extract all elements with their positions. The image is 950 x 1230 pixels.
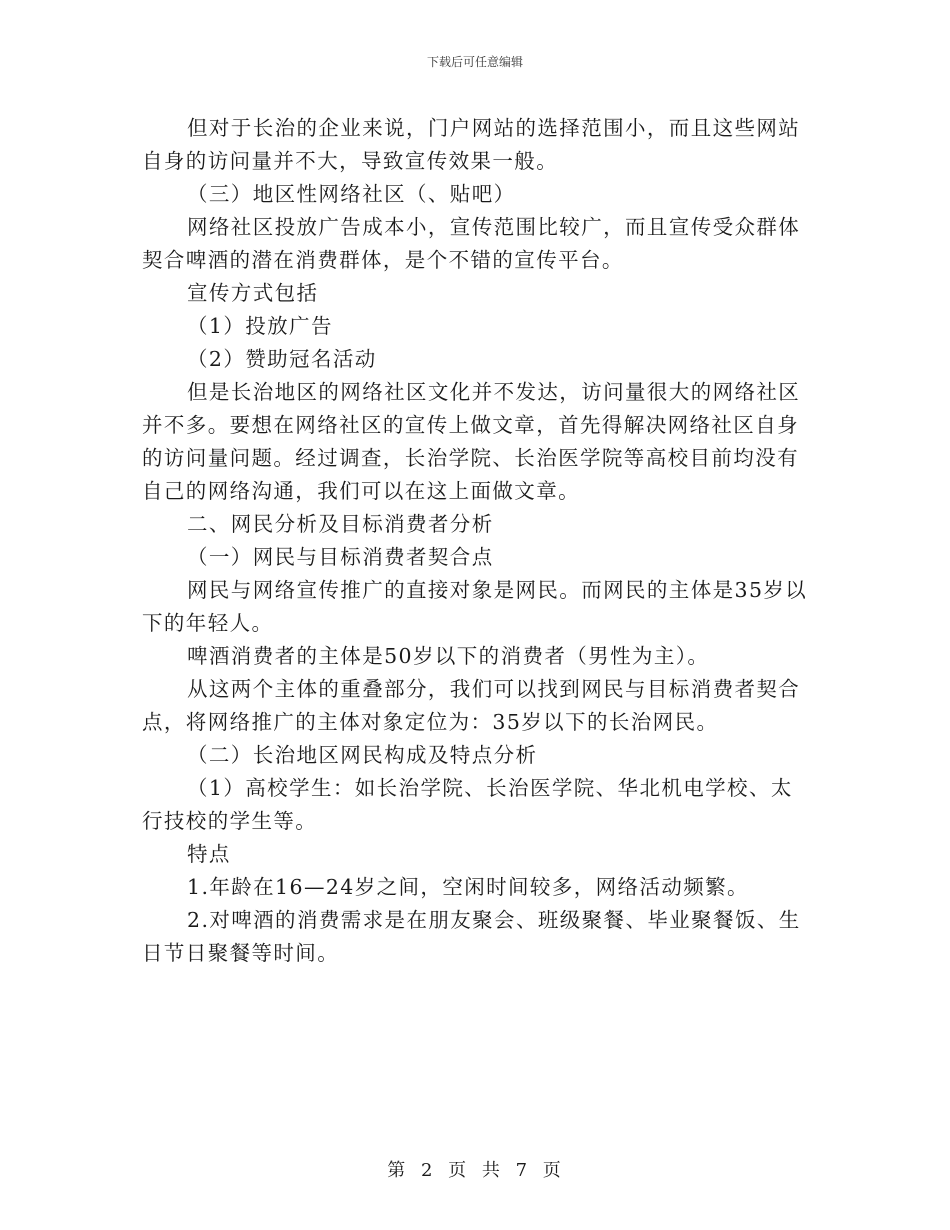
total-page-number: 7 [515,1160,530,1181]
footer-suffix: 页 [542,1160,563,1181]
paragraph: 啤酒消费者的主体是50岁以下的消费者（男性为主）。 [187,644,710,668]
page-number-footer [0,1156,950,1182]
list-item: （1）投放广告 [187,314,333,338]
section-heading: （二）长治地区网民构成及特点分析 [187,743,538,767]
document-body [142,112,810,970]
page-header-note: 下载后可任意编辑 [426,55,523,69]
footer-prefix: 第 [387,1160,408,1181]
list-item: 2.对啤酒的消费需求是在朋友聚会、班级聚餐、毕业聚餐饭、生日节日聚餐等时间。 [142,908,801,965]
paragraph: 网民与网络宣传推广的直接对象是网民。而网民的主体是35岁以下的年轻人。 [142,578,808,635]
section-heading: 二、网民分析及目标消费者分析 [187,512,494,536]
section-heading: （三）地区性网络社区（、贴吧） [187,182,516,206]
footer-total-word: 共 [481,1160,502,1181]
paragraph: 从这两个主体的重叠部分，我们可以找到网民与目标消费者契合点，将网络推广的主体对象定位为：35岁以下的长治网民。 [142,677,801,734]
paragraph: 宣传方式包括 [187,281,319,305]
footer-page-word: 页 [448,1160,469,1181]
list-item: （1）高校学生：如长治学院、长治医学院、华北机电学校、太行技校的学生等。 [142,776,793,833]
paragraph: 网络社区投放广告成本小，宣传范围比较广，而且宣传受众群体契合啤酒的潜在消费群体，是个不错的宣传平台。 [142,215,801,272]
list-item: （2）赞助冠名活动 [187,347,377,371]
paragraph: 特点 [187,842,231,866]
paragraph: 但是长治地区的网络社区文化并不发达，访问量很大的网络社区并不多。要想在网络社区的宣传上做文章，首先得解决网络社区自身的访问量问题。经过调查，长治学院、长治医学院等高校目前均没有自己的网络沟通，我们可以在这上面做文章。 [142,380,801,503]
list-item: 1.年龄在16—24岁之间，空闲时间较多，网络活动频繁。 [187,875,749,899]
paragraph: 但对于长治的企业来说，门户网站的选择范围小，而且这些网站自身的访问量并不大，导致宣传效果一般。 [142,116,801,173]
current-page-number: 2 [420,1160,435,1181]
section-heading: （一）网民与目标消费者契合点 [187,545,494,569]
